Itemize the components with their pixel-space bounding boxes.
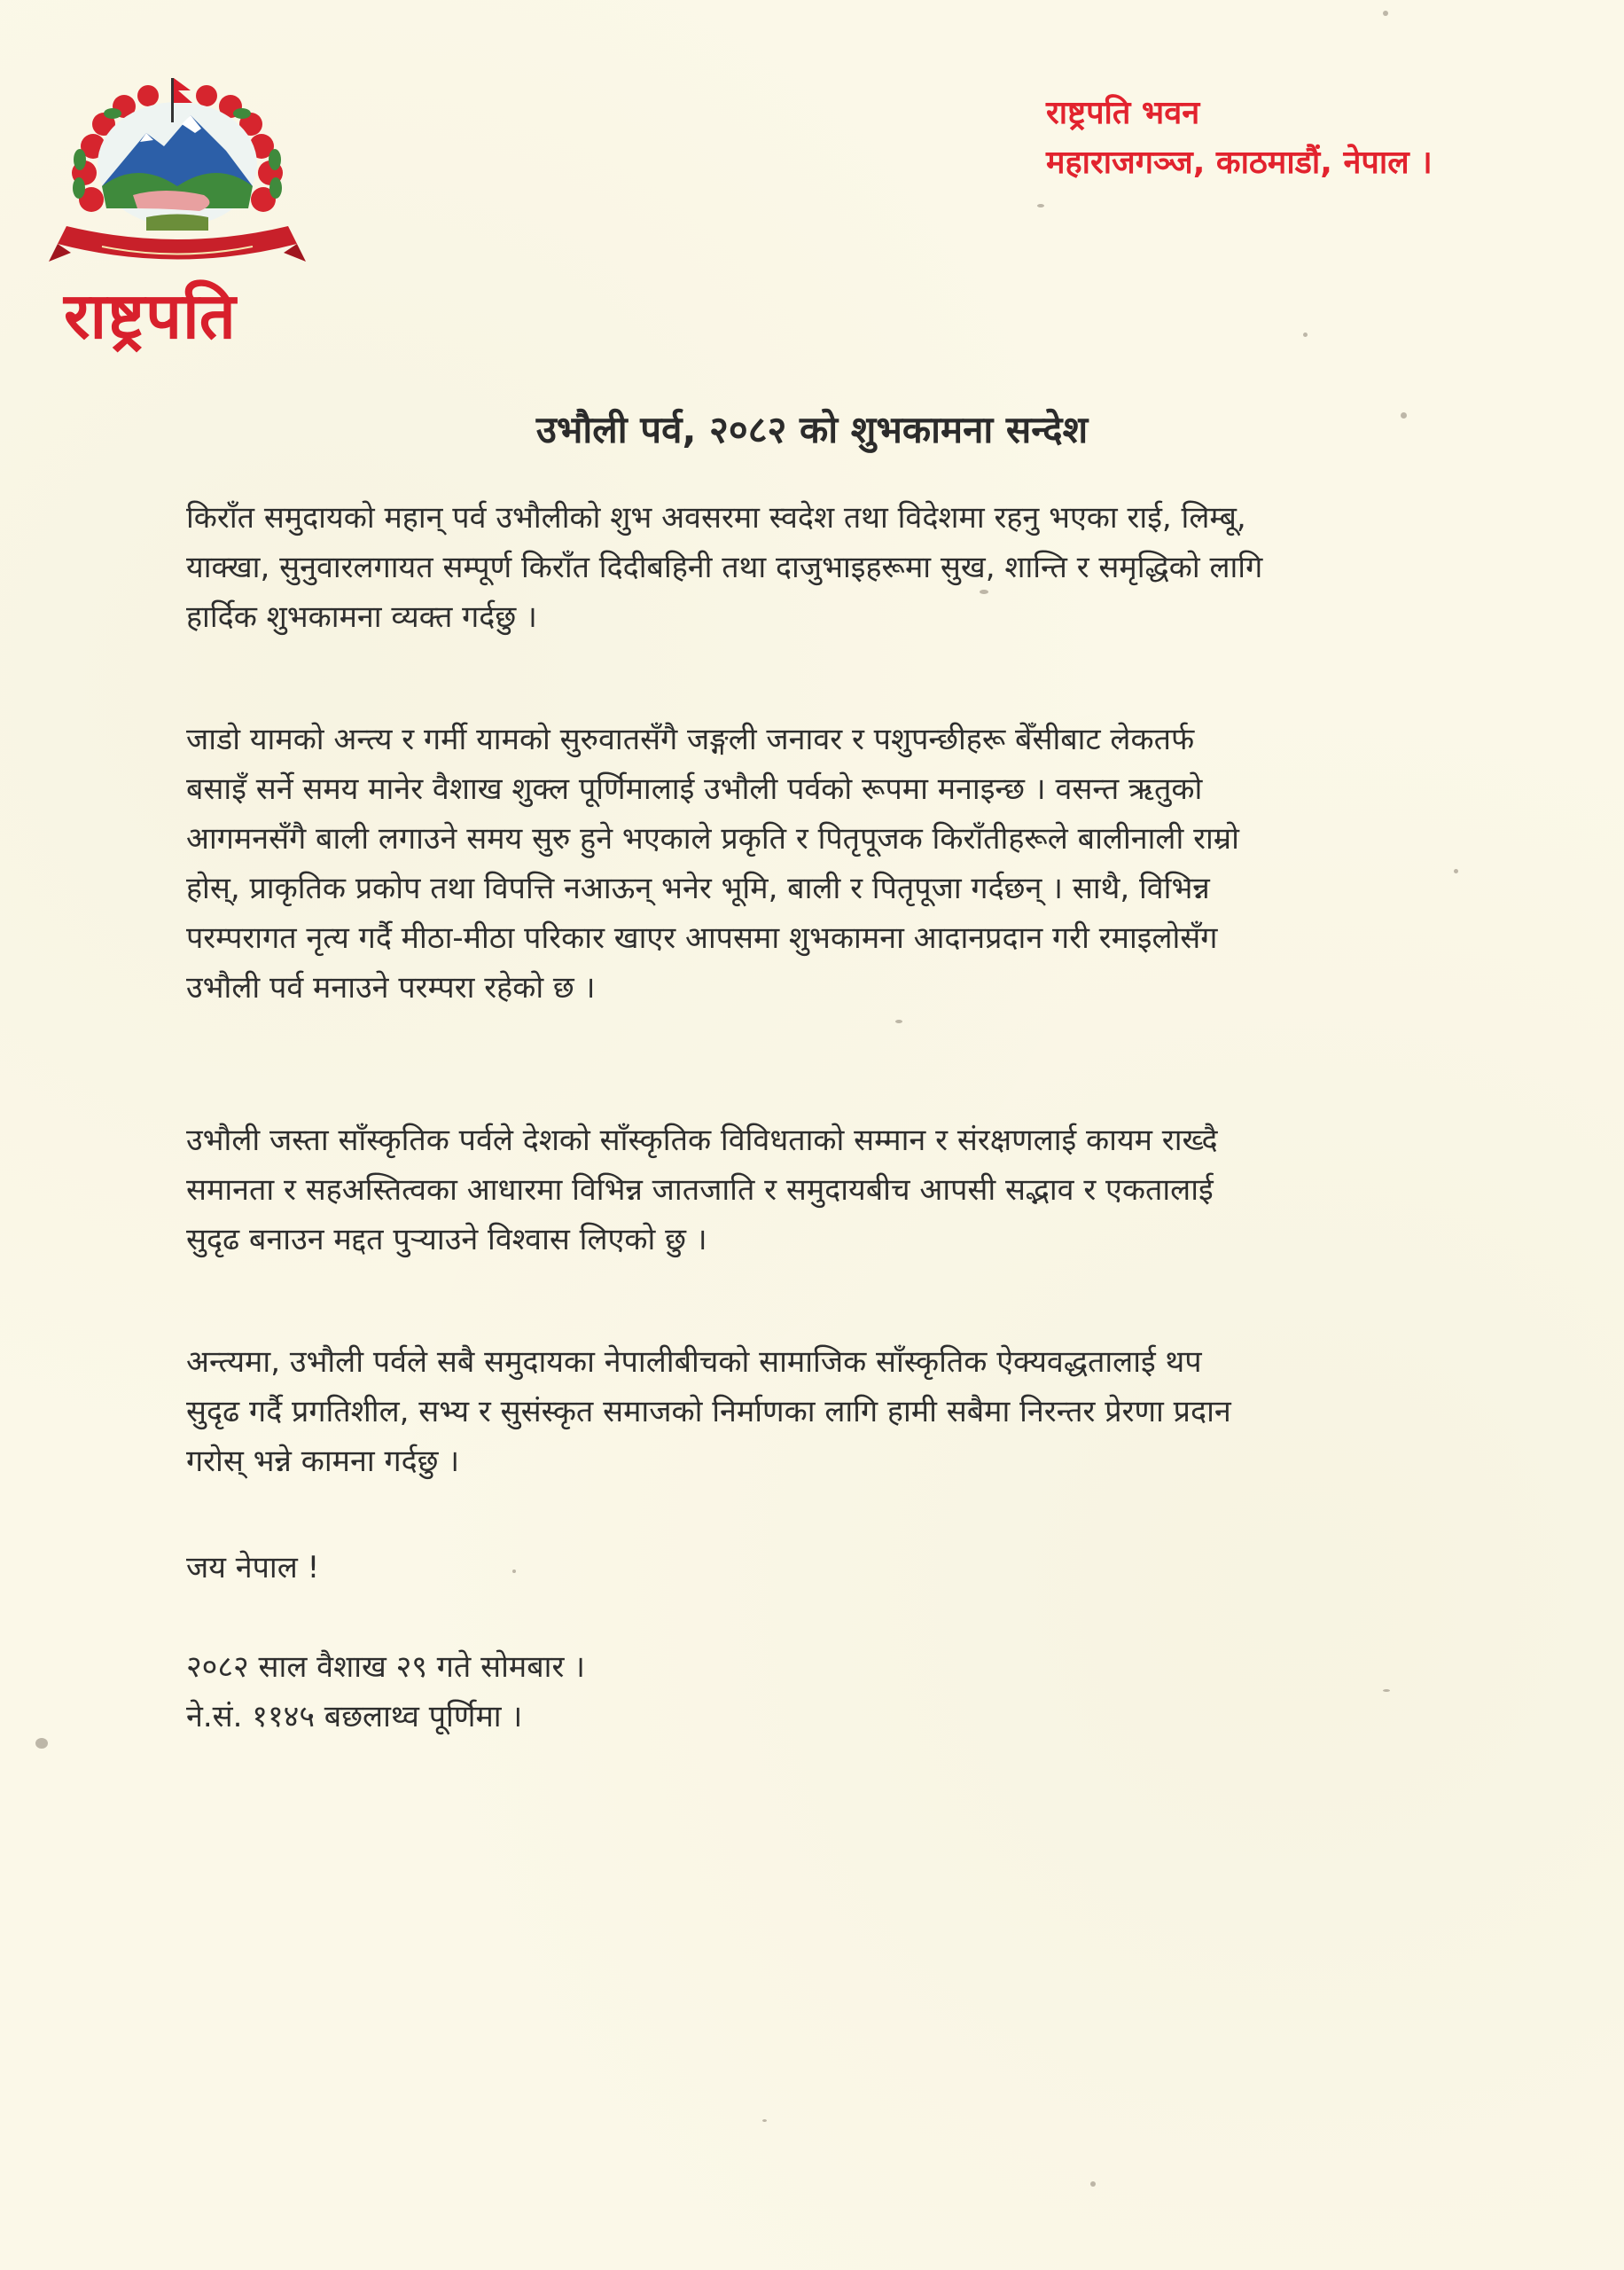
paper-speck (1090, 2181, 1096, 2187)
paper-speck (35, 1738, 48, 1749)
paper-speck (895, 1020, 902, 1023)
paragraph-line: सुदृढ बनाउन मद्दत पुर्‍याउने विश्वास लिएको छु । (186, 1222, 707, 1257)
date-block (186, 1642, 1489, 1742)
paragraph-4 (186, 1337, 1489, 1486)
closing-salutation (186, 1543, 1489, 1593)
paragraph-line: किराँत समुदायको महान् पर्व उभौलीको शुभ अवसरमा स्वदेश तथा विदेशमा रहनु भएका राई, लिम्बू, (186, 500, 1246, 536)
paper-speck (1383, 11, 1388, 16)
office-title: राष्ट्रपति (64, 278, 237, 353)
paragraph-line: गरोस् भन्ने कामना गर्दछु । (186, 1444, 460, 1479)
coat-of-arms-emblem (49, 62, 306, 284)
paragraph-line: याक्खा, सुनुवारलगायत सम्पूर्ण किराँत दिदीबहिनी तथा दाजुभाइहरूमा सुख, शान्ति र समृद्धिको लागि (186, 550, 1263, 585)
address-line-2: महाराजगञ्ज, काठमाडौं, नेपाल । (1046, 145, 1433, 181)
paragraph-line: अन्त्यमा, उभौली पर्वले सबै समुदायका नेपालीबीचको सामाजिक साँस्कृतिक ऐक्यवद्धतालाई थप (186, 1344, 1202, 1380)
paragraph-line: जाडो यामको अन्त्य र गर्मी यामको सुरुवातसँगै जङ्गली जनावर र पशुपन्छीहरू बेँसीबाट लेकतर्फ (186, 722, 1195, 757)
paper-speck (762, 2119, 767, 2122)
paragraph-1 (186, 493, 1489, 642)
paper-speck (1303, 333, 1308, 337)
paragraph-line: परम्परागत नृत्य गर्दै मीठा-मीठा परिकार खाएर आपसमा शुभकामना आदानप्रदान गरी रमाइलोसँग (186, 920, 1218, 956)
paragraph-line: होस्, प्राकृतिक प्रकोप तथा विपत्ति नआऊन् भनेर भूमि, बाली र पितृपूजा गर्दछन् । साथै, विभिन्न (186, 871, 1210, 906)
letter-title: उभौली पर्व, २०८२ को शुभकामना सन्देश (535, 408, 1089, 451)
paragraph-2 (186, 715, 1489, 1013)
paragraph-line: हार्दिक शुभकामना व्यक्त गर्दछु । (186, 599, 537, 635)
paragraph-line: समानता र सहअस्तित्वका आधारमा विभिन्न जातजाति र समुदायबीच आपसी सद्भाव र एकतालाई (186, 1172, 1214, 1208)
paper-speck (1037, 204, 1044, 207)
paragraph-line: आगमनसँगै बाली लगाउने समय सुरु हुने भएकाले प्रकृति र पितृपूजक किराँतीहरूले बालीनाली राम्रो (186, 821, 1239, 857)
paragraph-line: उभौली जस्ता साँस्कृतिक पर्वले देशको साँस्कृतिक विविधताको सम्मान र संरक्षणलाई कायम राख्दै (186, 1123, 1218, 1158)
address-block (1046, 89, 1433, 188)
paragraph-line: उभौली पर्व मनाउने परम्परा रहेको छ । (186, 970, 596, 1006)
paragraph-line: सुदृढ गर्दै प्रगतिशील, सभ्य र सुसंस्कृत समाजको निर्माणका लागि हामी सबैमा निरन्तर प्रेरणा प्रदान (186, 1394, 1231, 1429)
address-line-1: राष्ट्रपति भवन (1046, 95, 1200, 131)
paragraph-line: बसाइँ सर्ने समय मानेर वैशाख शुक्ल पूर्णिमालाई उभौली पर्वको रूपमा मनाइन्छ । वसन्त ऋतुको (186, 771, 1203, 807)
date-line-2: ने.सं. ११४५ बछलाथ्व पूर्णिमा । (186, 1699, 523, 1734)
paragraph-3 (186, 1115, 1489, 1264)
closing-text: जय नेपाल ! (186, 1550, 320, 1585)
date-line-1: २०८२ साल वैशाख २९ गते सोमबार । (186, 1649, 586, 1685)
